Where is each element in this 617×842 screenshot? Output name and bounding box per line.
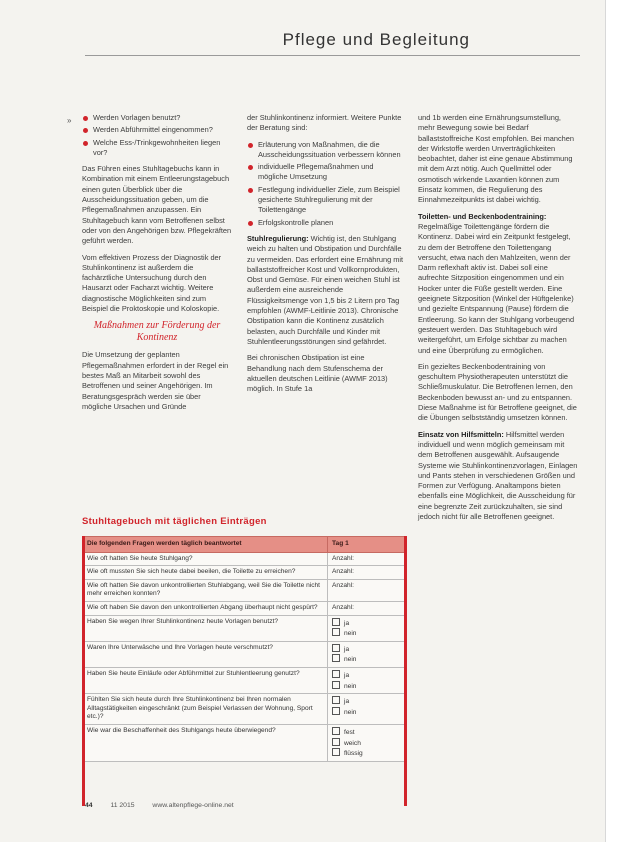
table-row (83, 615, 407, 641)
paragraph: Das Führen eines Stuhltagebuchs kann in Kombination mit einem Entleerungstagebuch einen guten Überblick über die Ausscheidungssituation geben, um die Pflegemaßnahmen anzupassen. Ein Stuhltagebuch kann vom Betroffenen selbst oder von den Angehörigen bzw. Pflegekräften geführt werden. (82, 164, 232, 246)
checkbox-option[interactable] (332, 696, 402, 707)
checkbox-label: ja (344, 619, 350, 627)
paragraph (418, 212, 578, 356)
paragraph-body: Hilfsmittel werden individuell und wenn möglich gemeinsam mit dem Betroffenen ausgewählt. Aufsaugende Systeme wie Stuhlinkontinenzvorlagen, Einlagen und Pants stehen in verschiedenen Größen und Formen zur Verfügung. Analtampons bieten ebenfalls eine Möglichkeit, die Ausscheidung für eine begrenzte Zeit zurückzuhalten, sie sind jedoch nicht für alle Betroffenen geeignet. (418, 429, 578, 521)
answer-cell[interactable] (328, 615, 407, 641)
checkbox-icon[interactable] (332, 738, 340, 746)
checkbox-icon[interactable] (332, 644, 340, 652)
checkbox-icon[interactable] (332, 654, 340, 662)
consultation-list (247, 140, 405, 228)
paragraph: der Stuhlinkontinenz informiert. Weitere Punkte der Beratung sind: (247, 113, 402, 133)
table-row (83, 552, 407, 566)
checkbox-icon[interactable] (332, 696, 340, 704)
checkbox-option[interactable] (332, 727, 402, 738)
question-cell: Haben Sie wegen Ihrer Stuhlinkontinenz heute Vorlagen benutzt? (83, 615, 328, 641)
checkbox-label: nein (344, 682, 357, 690)
table-row (83, 724, 407, 761)
checkbox-label: nein (344, 630, 357, 638)
answer-cell[interactable] (328, 724, 407, 761)
checkbox-icon[interactable] (332, 707, 340, 715)
question-cell: Wie oft haben Sie davon den unkontrollierten Abgang überhaupt nicht gespürt? (83, 601, 328, 615)
page-footer (85, 802, 234, 809)
paragraph (247, 234, 405, 347)
paragraph: Die Umsetzung der geplanten Pflegemaßnahmen erfordert in der Regel ein bestes Maß an Mitarbeit sowohl des Betroffenen und seiner Angehörigen. Im Beratungsgespräch werden sie über mögliche Ursachen und Gründe (82, 350, 229, 411)
list-item: Erläuterung von Maßnahmen, die die Ausscheidungssituation verbessern können (247, 140, 405, 161)
website-url: www.altenpflege-online.net (152, 802, 234, 809)
paragraph: und 1b werden eine Ernährungsumstellung, mehr Bewegung sowie bei Bedarf ballaststoffreiche Kost empfohlen. Bei manchen der Wirkstoffe werden Unverträglichkeiten beobachtet, daher ist eine genaue Abstimmung mit dem Arzt nötig. Auch Quellmittel oder osmotisch wirkende Laxantien können zum Einsatz kommen, die Regulierung des Einnahmezeitpunkts ist dabei wichtig. (418, 113, 574, 205)
paragraph: Vom effektiven Prozess der Diagnostik der Stuhlinkontinenz ist außerdem die fachärztliche Untersuchung durch den Hausarzt oder Facharzt wichtig. Weitere diagnostische Möglichkeiten sind zum Beispiel die Proktoskopie und Koloskopie. (82, 252, 222, 314)
checkbox-option[interactable] (332, 654, 402, 665)
header-question: Die folgenden Fragen werden täglich beantwortet (83, 537, 328, 553)
checkbox-label: fest (344, 728, 355, 736)
checkbox-label: nein (344, 656, 357, 664)
question-cell: Wie oft hatten Sie davon unkontrollierten Stuhlabgang, weil Sie die Toilette nicht mehr erreichen konnten? (83, 579, 328, 601)
answer-cell[interactable] (328, 641, 407, 667)
checkbox-option[interactable] (332, 738, 402, 749)
question-cell: Wie oft mussten Sie sich heute dabei beeilen, die Toilette zu erreichen? (83, 566, 328, 580)
list-item: Werden Vorlagen benutzt? (82, 113, 232, 123)
table-row (83, 566, 407, 580)
answer-cell[interactable] (328, 694, 407, 725)
list-item: Erfolgskontrolle planen (247, 218, 405, 228)
checkbox-label: ja (344, 698, 350, 706)
checkbox-icon[interactable] (332, 748, 340, 756)
paragraph-lead: Toiletten- und Beckenbodentraining: (418, 211, 547, 221)
list-item: Werden Abführmittel eingenommen? (82, 125, 232, 135)
checkbox-label: ja (344, 671, 350, 679)
question-list (82, 113, 232, 158)
column-1 (82, 113, 232, 418)
answer-cell[interactable] (328, 667, 407, 693)
column-2 (247, 113, 405, 400)
checkbox-option[interactable] (332, 618, 402, 629)
checkbox-icon[interactable] (332, 670, 340, 678)
header-rule (85, 55, 580, 56)
table-row (83, 667, 407, 693)
page-title: Pflege und Begleitung (282, 30, 470, 49)
list-item: Welche Ess-/Trinkgewohnheiten liegen vor? (82, 138, 232, 159)
checkbox-label: weich (344, 739, 361, 747)
paragraph-lead: Stuhlregulierung: (247, 233, 309, 243)
checkbox-option[interactable] (332, 707, 402, 718)
question-cell: Wie war die Beschaffenheit des Stuhlgangs heute überwiegend? (83, 724, 328, 761)
table-row (83, 601, 407, 615)
checkbox-label: flüssig (344, 750, 363, 758)
paragraph: Ein gezieltes Beckenbodentraining von geschultem Physiotherapeuten unterstützt die Schließmuskulatur. Die Betroffenen lernen, den Beckenboden bewusst an- und zu entspannen. Diese Maßnahme ist für Betroffene geeignet, die die Übungen selbstständig umsetzen können. (418, 361, 577, 423)
checkbox-label: ja (344, 645, 350, 653)
table-row (83, 579, 407, 601)
checkbox-icon[interactable] (332, 681, 340, 689)
column-3 (418, 113, 578, 528)
checkbox-option[interactable] (332, 681, 402, 692)
table-left-accent (82, 536, 85, 806)
paragraph-body: Wichtig ist, den Stuhlgang weich zu halten und Obstipation und Durchfälle zu vermeiden. Das erfordert eine Ernährung mit ballaststoffreicher Kost und Vollkornprodukten, Obst und Gemüse. Für einen weichen Stuhl ist außerdem eine ausreichende Flüssigkeitsmenge von 1,5 bis 2 Litern pro Tag empfohlen (AWMF-Leitlinie 2013). Chronische Obstipation kann die Kontinenz zusätzlich belasten, auch Durchfälle und Kinder mit Stuhlentleerungsstörungen sind gefährdet. (247, 233, 404, 346)
list-item: Festlegung individueller Ziele, zum Beispiel gesicherte Stuhlregulierung mit der Toilettengänge (247, 185, 405, 216)
checkbox-icon[interactable] (332, 618, 340, 626)
question-cell: Wie oft hatten Sie heute Stuhlgang? (83, 552, 328, 566)
checkbox-icon[interactable] (332, 628, 340, 636)
answer-cell[interactable]: Anzahl: (328, 566, 407, 580)
question-cell: Fühlten Sie sich heute durch Ihre Stuhlinkontinenz bei Ihren normalen Alltagstätigkeiten eingeschränkt (zum Beispiel Verlassen der Wohnung, Sport etc.)? (83, 694, 328, 725)
answer-cell[interactable]: Anzahl: (328, 579, 407, 601)
checkbox-label: nein (344, 708, 357, 716)
checkbox-option[interactable] (332, 644, 402, 655)
table-title: Stuhltagebuch mit täglichen Einträgen (82, 516, 267, 527)
paragraph: Bei chronischen Obstipation ist eine Behandlung nach dem Stufenschema der aktuellen deutschen Leitlinie (AWMF 2013) möglich. In Stufe 1a (247, 353, 388, 394)
header-answer: Tag 1 (328, 537, 407, 553)
checkbox-option[interactable] (332, 670, 402, 681)
checkbox-option[interactable] (332, 748, 402, 759)
paragraph-lead: Einsatz von Hilfsmitteln: (418, 429, 504, 439)
table-right-accent (404, 536, 407, 806)
checkbox-option[interactable] (332, 628, 402, 639)
question-cell: Haben Sie heute Einläufe oder Abführmittel zur Stuhlentleerung genutzt? (83, 667, 328, 693)
paragraph-body: Regelmäßige Toilettengänge fördern die Kontinenz. Dabei wird ein Zeitpunkt festgelegt, zu dem der Betroffene den Toilettengang versucht, etwa nach den Mahlzeiten, wenn der Darm reflexhaft aktiv ist. Dabei soll eine aufrechte Sitzposition eingenommen und ein Hocker unter die Füße gestellt werden. Eine geeignete Sitzposition (Winkel der Hüftgelenke) und gezielte Entspannung (Pause) fördern die Entleerung. So kann der Stuhlgang vorbeugend gesteuert werden. Das Stuhltagebuch wird weitergeführt, um Erfolge sichtbar zu machen und eine Überprüfung zu ermöglichen. (418, 221, 575, 355)
table-header-row (83, 537, 407, 553)
section-subheading: Maßnahmen zur Förderung der Kontinenz (93, 320, 221, 344)
checkbox-icon[interactable] (332, 727, 340, 735)
answer-cell[interactable]: Anzahl: (328, 552, 407, 566)
issue-date: 11 2015 (110, 802, 135, 809)
answer-cell[interactable]: Anzahl: (328, 601, 407, 615)
question-cell: Waren Ihre Unterwäsche und Ihre Vorlagen heute verschmutzt? (83, 641, 328, 667)
star-marker-icon: » (67, 116, 72, 125)
table-body (83, 552, 407, 761)
paragraph (418, 430, 578, 523)
stool-diary-table (82, 536, 407, 762)
table-row (83, 641, 407, 667)
table-row (83, 694, 407, 725)
page-number: 44 (85, 802, 93, 809)
list-item: individuelle Pflegemaßnahmen und mögliche Umsetzung (247, 162, 405, 183)
